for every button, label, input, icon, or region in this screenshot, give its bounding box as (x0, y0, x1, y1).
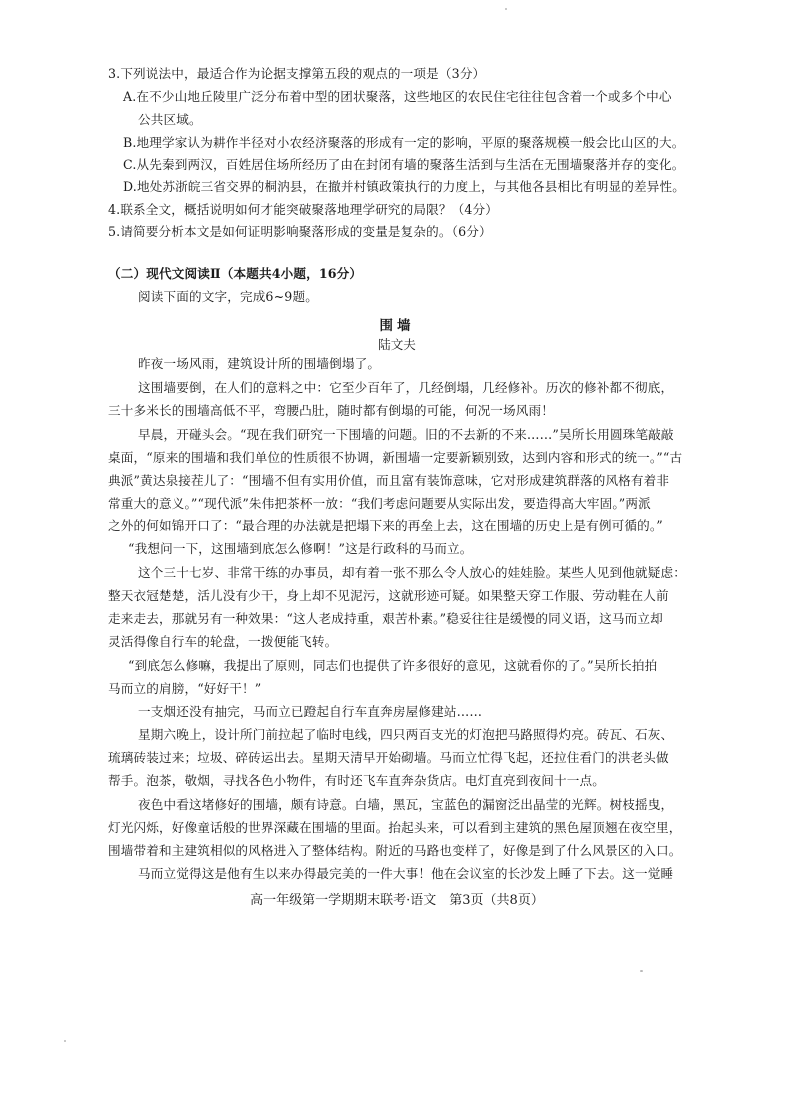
article-line: 常重大的意义。”“现代派”朱伟把茶杯一放：“我们考虑问题要从实际出发，要造得高大牢固。”两派 (108, 496, 651, 511)
article-line: 夜色中看这堵修好的围墙，颇有诗意。白墙，黑瓦，宝蓝色的漏窗泛出晶莹的光辉。树枝摇曳， (138, 797, 674, 812)
article-line: 帮手。泡茶，敬烟，寻找各色小物件，有时还飞车直奔杂货店。电灯直亮到夜间十一点。 (108, 773, 606, 788)
article-line: 灵活得像自行车的轮盘，一拨便能飞转。 (108, 634, 338, 649)
article-line: 之外的何如锦开口了：“最合理的办法就是把塌下来的再垒上去，这在围墙的历史上是有例可循的。” (108, 518, 663, 533)
question-4: 4.联系全文，概括说明如何才能突破聚落地理学研究的局限？（4分） (108, 202, 499, 217)
scan-speck (64, 1040, 66, 1042)
article-author: 陆文夫 (378, 337, 416, 352)
question-3-option-a: A.在不少山地丘陵里广泛分布着中型的团状聚落，这些地区的农民住宅往往包含着一个或多个中心 (123, 89, 672, 104)
question-3: 3.下列说法中，最适合作为论据支撑第五段的观点的一项是（3分） (108, 66, 486, 81)
article-line: 桌面，“原来的围墙和我们单位的性质很不协调，新围墙一定要新颖别致，达到内容和形式的统一。”“古 (108, 450, 683, 465)
question-3-option-d: D.地处苏浙皖三省交界的桐汭县，在撤并村镇政策执行的力度上，与其他各县相比有明显的差异性。 (123, 179, 685, 194)
question-3-option-a-cont: 公共区域。 (138, 112, 202, 127)
article-line: 整天衣冠楚楚，活儿没有少干，身上却不见泥污，这就形迹可疑。如果整天穿工作服、劳动鞋在人前 (108, 588, 669, 603)
article-line: 星期六晚上，设计所门前拉起了临时电线，四只两百支光的灯泡把马路照得灼亮。砖瓦、石灰、 (138, 727, 674, 742)
article-line: 琉璃砖装过来；垃圾、碎砖运出去。星期天清早开始砌墙。马而立忙得飞起，还拉住看门的洪老头做 (108, 750, 669, 765)
section-heading: （二）现代文阅读Ⅱ（本题共4小题，16分） (108, 266, 363, 281)
article-line: 昨夜一场风雨，建筑设计所的围墙倒塌了。 (138, 356, 381, 371)
scan-speck (640, 970, 643, 972)
question-3-option-c: C.从先秦到两汉，百姓居住场所经历了由在封闭有墙的聚落生活到与生活在无围墙聚落并存的变化。 (123, 157, 685, 172)
article-title: 围墙 (379, 318, 415, 334)
article-line: 灯光闪烁，好像童话般的世界深藏在围墙的里面。抬起头来，可以看到主建筑的黑色屋顶翘在夜空里， (108, 820, 682, 835)
article-line: 三十多米长的围墙高低不平，弯腰凸肚，随时都有倒塌的可能，何况一场风雨！ (108, 403, 555, 418)
question-3-option-b: B.地理学家认为耕作半径对小农经济聚落的形成有一定的影响，平原的聚落规模一般会比山区的大。 (123, 135, 685, 150)
article-line: 走来走去，那就另有一种效果：“这人老成持重，艰苦朴素。”稳妥往往是缓慢的同义语，这马而立却 (108, 611, 663, 626)
section-instruction: 阅读下面的文字，完成6~9题。 (138, 289, 318, 304)
article-line: “我想问一下，这围墙到底怎么修啊！”这是行政科的马而立。 (128, 541, 473, 556)
article-line: 一支烟还没有抽完，马而立已蹬起自行车直奔房屋修建站…… (138, 704, 483, 719)
article-line: 马而立的肩膀，“好好干！” (108, 681, 262, 696)
article-line: 早晨，开碰头会。“现在我们研究一下围墙的问题。旧的不去新的不来……”吴所长用圆珠笔敲敲 (138, 427, 674, 442)
article-line: 典派”黄达泉接茬儿了：“围墙不但有实用价值，而且富有装饰意味，它对形成建筑群落的风格有着非 (108, 473, 670, 488)
article-line: 这围墙要倒，在人们的意料之中：它至少百年了，几经倒塌，几经修补。历次的修补都不彻底， (138, 380, 674, 395)
page-footer: 高一年级第一学期期末联考·语文 第3页（共8页） (250, 893, 544, 908)
article-line: 围墙带着和主建筑相似的风格进入了整体结构。附近的马路也变样了，好像是到了什么风景区的入口。 (108, 843, 682, 858)
article-line: “到底怎么修嘛，我提出了原则，同志们也提供了许多很好的意见，这就看你的了。”吴所长拍拍 (128, 658, 658, 673)
article-line: 马而立觉得这是他有生以来办得最完美的一件大事！他在会议室的长沙发上睡了下去。这一觉睡 (138, 866, 674, 881)
article-line: 这个三十七岁、非常干练的办事员，却有着一张不那么令人放心的娃娃脸。某些人见到他就疑虑： (138, 565, 686, 580)
question-5: 5.请简要分析本文是如何证明影响聚落形成的变量是复杂的。（6分） (108, 224, 492, 239)
scan-speck (505, 8, 507, 10)
